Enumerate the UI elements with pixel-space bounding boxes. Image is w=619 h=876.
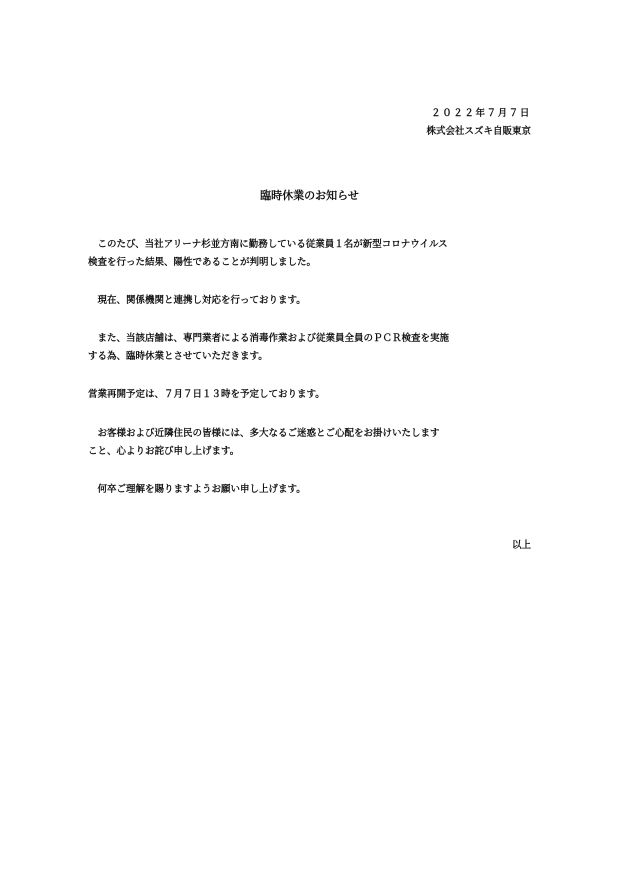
paragraph-line: こと、心よりお詫び申し上げます。 [88,446,240,457]
paragraph-line: お客様および近隣住民の皆様には、多大なるご迷惑とご心配をお掛けいたします [88,428,440,439]
paragraph-apology [88,425,538,461]
closing-mark: 以上 [511,540,531,551]
paragraph-request [88,481,538,499]
paragraph-reopening [88,386,538,404]
paragraph-line: このたび、当社アリーナ杉並方南に勤務している従業員１名が新型コロナウイルス [88,239,448,250]
paragraph-line: 現在、関係機関と連携し対応を行っております。 [88,295,306,306]
paragraph-closure [88,330,538,366]
paragraph-line: 検査を行った結果、陽性であることが判明しました。 [88,257,317,268]
paragraph-announcement [88,236,538,272]
document-header [426,105,531,141]
paragraph-line: 営業再開予定は、７月７日１３時を予定しております。 [88,389,325,400]
paragraph-line: 何卒ご理解を賜りますようお願い申し上げます。 [88,484,306,495]
company-name: 株式会社スズキ自販東京 [426,126,531,137]
paragraph-line: する為、臨時休業とさせていただきます。 [88,351,268,362]
notice-title: 臨時休業のお知らせ [260,189,359,202]
paragraph-response [88,292,538,310]
paragraph-line: また、当該店舗は、専門業者による消毒作業および従業員全員のＰＣＲ検査を実施 [88,333,450,344]
document-date: ２０２２年７月７日 [431,108,531,119]
